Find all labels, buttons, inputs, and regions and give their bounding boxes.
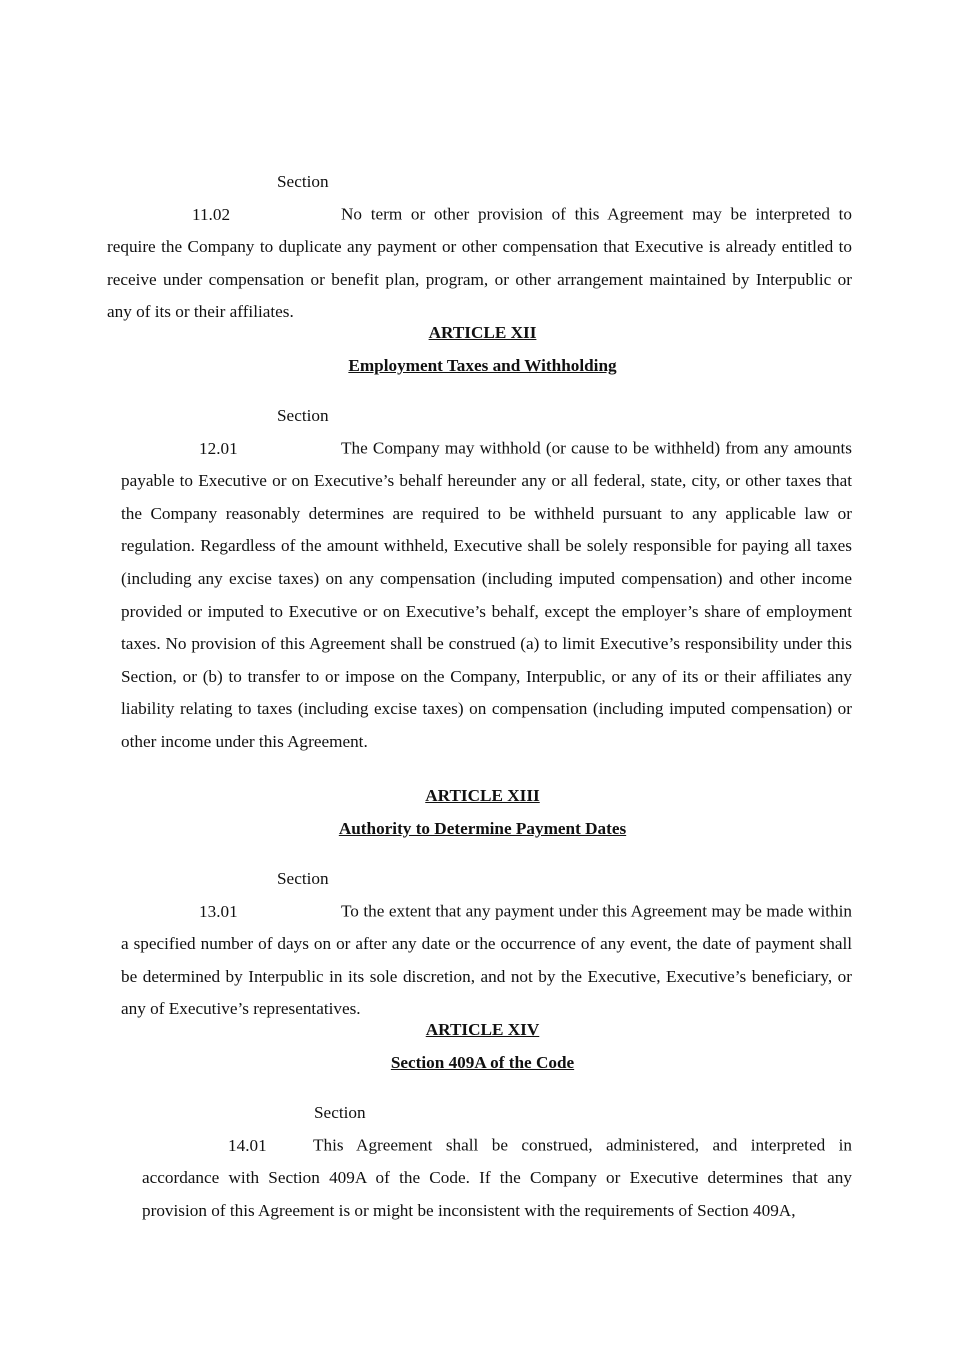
article-14-subtitle: Section 409A of the Code bbox=[390, 1053, 575, 1072]
section-text: To the extent that any payment under this Agreement may be made within a specified number of days on or after any date or the occurrence of any event, the date of payment shall be determined by Interpublic in its sole discretion, and not by the Executive, Executive’s beneficiary, or any of Executive’s representatives. bbox=[121, 901, 852, 1019]
section-number: Section 13.01 bbox=[199, 869, 329, 921]
section-14-01-paragraph bbox=[142, 1097, 852, 1227]
section-text: The Company may withhold (or cause to be withheld) from any amounts payable to Executive or on Executive’s behalf hereunder any or all federal, state, city, or other taxes that the Company reasonably determines are required to be withheld pursuant to any applicable law or regulation. Regardless of the amount withheld, Executive shall be solely responsible for paying all taxes (including any excise taxes) on any compensation (including imputed compensation) and other income provided or imputed to Executive or on Executive’s behalf, except the employer’s share of employment taxes. No provision of this Agreement shall be construed (a) to limit Executive’s responsibility under this Section, or (b) to transfer to or impose on the Company, Interpublic, or any of its or their affiliates any liability relating to taxes (including excise taxes) on compensation (including imputed compensation) or other income under this Agreement. bbox=[121, 438, 852, 751]
section-12-01-paragraph bbox=[121, 400, 852, 759]
section-11-02-paragraph bbox=[107, 166, 852, 329]
section-13-01-paragraph bbox=[121, 863, 852, 1026]
section-number: Section 14.01 bbox=[228, 1103, 366, 1155]
section-text: No term or other provision of this Agreement may be interpreted to require the Company to duplicate any payment or other compensation that Executive is already entitled to receive under compensation or benefit plan, program, or other arrangement maintained by Interpublic or any of its or their affiliates. bbox=[107, 204, 852, 322]
article-13-title: ARTICLE XIII bbox=[425, 786, 540, 805]
section-text: This Agreement shall be construed, administered, and interpreted in accordance with Section 409A of the Code. If the Company or Executive determines that any provision of this Agreement is or might be inconsistent with the requirements of Section 409A, bbox=[142, 1135, 852, 1220]
article-12-subtitle: Employment Taxes and Withholding bbox=[348, 356, 617, 375]
article-13-subtitle: Authority to Determine Payment Dates bbox=[338, 819, 627, 838]
article-12-title: ARTICLE XII bbox=[428, 323, 537, 342]
article-14-title: ARTICLE XIV bbox=[425, 1020, 540, 1039]
section-number: Section 12.01 bbox=[199, 406, 329, 458]
section-number: Section 11.02 bbox=[192, 172, 329, 224]
